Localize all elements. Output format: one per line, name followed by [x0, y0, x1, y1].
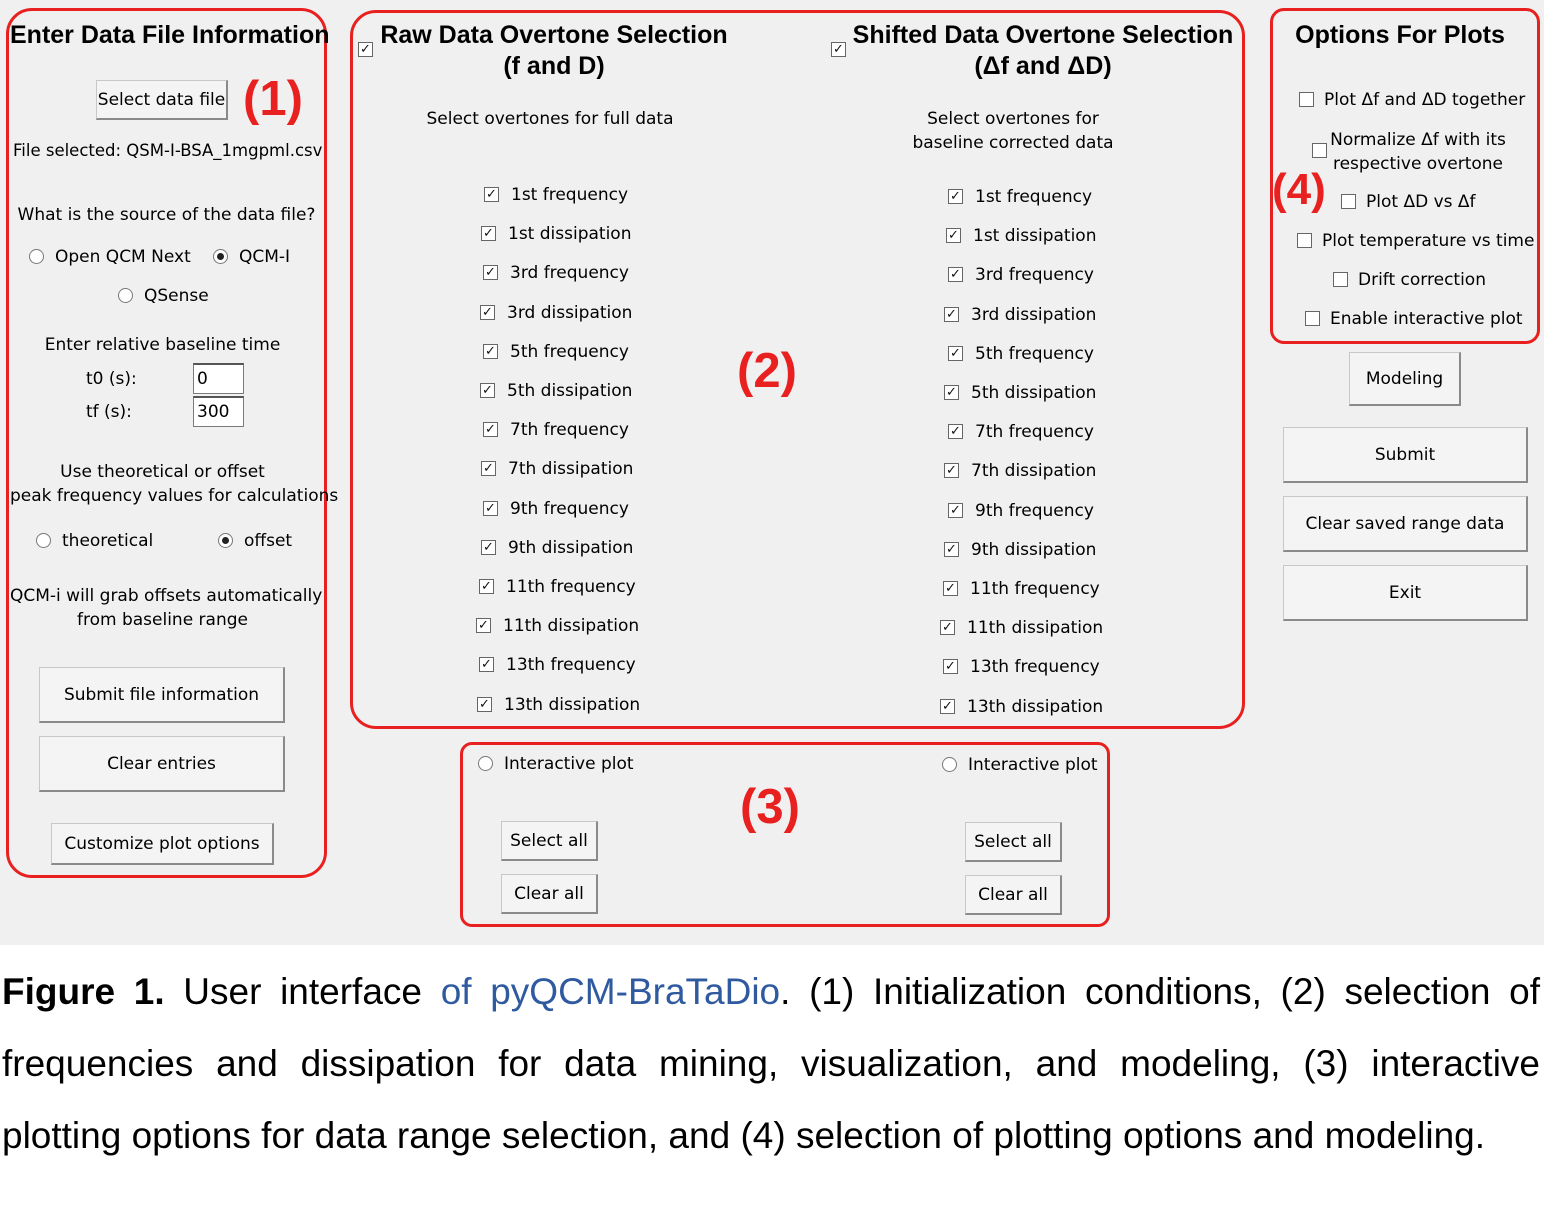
source-radio-qsense[interactable]	[118, 288, 133, 303]
shifted-overtone-checkbox[interactable]: ✓	[944, 542, 959, 557]
raw-overtone-checkbox[interactable]: ✓	[477, 697, 492, 712]
raw-overtone-checkbox[interactable]: ✓	[483, 265, 498, 280]
submit-button[interactable]: Submit	[1283, 427, 1528, 483]
shifted-overtone-checkbox[interactable]: ✓	[948, 503, 963, 518]
raw-overtone-label: 1st frequency	[511, 185, 629, 205]
shifted-overtone-checkbox[interactable]: ✓	[943, 659, 958, 674]
peak-label-theoretical: theoretical	[62, 531, 154, 551]
option-drift-correction-label: Drift correction	[1358, 270, 1486, 290]
source-question-label: What is the source of the data file?	[17, 205, 316, 225]
raw-title-line1: Raw Data Overtone Selection	[380, 21, 728, 49]
clear-saved-range-data-button[interactable]: Clear saved range data	[1283, 496, 1528, 552]
figure-caption	[2, 956, 1540, 1172]
option-drift-correction-checkbox[interactable]	[1333, 272, 1348, 287]
peak-radio-offset[interactable]	[218, 533, 233, 548]
shifted-overtone-label: 9th frequency	[975, 500, 1094, 521]
raw-overtone-checkbox[interactable]: ✓	[483, 422, 498, 437]
source-radio-qcm-i[interactable]	[213, 249, 228, 264]
option-plot-temperature-checkbox[interactable]	[1297, 233, 1312, 248]
raw-overtone-checkbox[interactable]: ✓	[479, 657, 494, 672]
qcmi-note-line1: QCM-i will grab offsets automatically	[10, 586, 323, 606]
raw-overtone-label: 3rd dissipation	[507, 302, 633, 323]
raw-overtone-checkbox[interactable]: ✓	[479, 579, 494, 594]
annotation-1: (1)	[243, 72, 303, 126]
peak-label-offset: offset	[244, 531, 293, 551]
shifted-title-line1: Shifted Data Overtone Selection	[852, 21, 1234, 49]
peak-question-line1: Use theoretical or offset	[60, 462, 265, 482]
raw-overtone-label: 11th frequency	[506, 577, 636, 597]
raw-overtone-label: 5th dissipation	[507, 381, 633, 401]
raw-overtone-label: 11th dissipation	[503, 616, 640, 637]
shifted-overtone-label: 9th dissipation	[971, 539, 1097, 560]
shifted-overtone-label: 1st dissipation	[973, 226, 1097, 247]
raw-clear-all-button[interactable]: Clear all	[501, 874, 598, 914]
shifted-select-all-button[interactable]: Select all	[965, 822, 1062, 862]
shifted-overtone-label: 11th frequency	[970, 579, 1100, 599]
option-plot-dd-vs-df-label: Plot ΔD vs Δf	[1366, 192, 1476, 212]
raw-overtone-checkbox[interactable]: ✓	[484, 187, 499, 202]
option-enable-interactive-label: Enable interactive plot	[1330, 309, 1523, 329]
raw-overtone-checkbox[interactable]: ✓	[480, 383, 495, 398]
shifted-overtone-label: 11th dissipation	[967, 618, 1104, 639]
source-label-qcm-i: QCM-I	[239, 247, 291, 267]
modeling-button[interactable]: Modeling	[1349, 352, 1461, 406]
shifted-select-all-checkbox[interactable]: ✓	[831, 42, 846, 57]
shifted-overtone-checkbox[interactable]: ✓	[940, 620, 955, 635]
shifted-overtone-label: 7th frequency	[975, 422, 1094, 443]
raw-overtone-checkbox[interactable]: ✓	[483, 501, 498, 516]
shifted-overtone-label: 5th dissipation	[971, 383, 1097, 403]
submit-file-information-button[interactable]: Submit file information	[39, 667, 285, 723]
raw-overtone-label: 3rd frequency	[510, 263, 629, 284]
peak-question-line2: peak frequency values for calculations	[10, 486, 339, 506]
shifted-subtitle-line1: Select overtones for	[927, 109, 1099, 129]
raw-overtone-label: 7th dissipation	[508, 459, 634, 480]
caption-label: Figure 1.	[2, 971, 165, 1012]
qcmi-note-line2: from baseline range	[76, 610, 248, 630]
shifted-overtone-label: 13th frequency	[970, 657, 1100, 678]
option-plot-df-dd-checkbox[interactable]	[1299, 92, 1314, 107]
annotation-4: (4)	[1272, 165, 1326, 214]
raw-overtone-checkbox[interactable]: ✓	[483, 344, 498, 359]
raw-overtone-label: 9th dissipation	[508, 537, 634, 558]
raw-overtone-label: 13th dissipation	[504, 694, 641, 715]
option-plot-dd-vs-df-checkbox[interactable]	[1341, 194, 1356, 209]
raw-subtitle: Select overtones for full data	[426, 109, 674, 129]
shifted-overtone-checkbox[interactable]: ✓	[948, 346, 963, 361]
option-plot-temperature-label: Plot temperature vs time	[1322, 231, 1535, 251]
shifted-clear-all-button[interactable]: Clear all	[965, 875, 1062, 915]
raw-interactive-plot-label: Interactive plot	[504, 754, 634, 774]
raw-overtone-label: 9th frequency	[510, 498, 629, 519]
shifted-overtone-label: 5th frequency	[975, 343, 1094, 364]
shifted-interactive-plot-radio[interactable]	[942, 757, 957, 772]
raw-overtone-checkbox[interactable]: ✓	[476, 618, 491, 633]
source-label-qsense: QSense	[144, 286, 209, 306]
raw-select-all-checkbox[interactable]: ✓	[358, 42, 373, 57]
shifted-overtone-label: 3rd frequency	[975, 265, 1094, 286]
shifted-overtone-checkbox[interactable]: ✓	[946, 228, 961, 243]
shifted-overtone-checkbox[interactable]: ✓	[948, 424, 963, 439]
raw-select-all-button[interactable]: Select all	[501, 821, 598, 861]
file-selected-label: File selected: QSM-I-BSA_1mgpml.csv	[13, 141, 323, 160]
tf-input[interactable]: 300	[193, 396, 244, 427]
source-label-open-qcm-next: Open QCM Next	[55, 247, 191, 267]
shifted-interactive-plot-label: Interactive plot	[968, 755, 1098, 775]
shifted-overtone-checkbox[interactable]: ✓	[944, 307, 959, 322]
customize-plot-options-button[interactable]: Customize plot options	[51, 823, 274, 865]
shifted-overtone-checkbox[interactable]: ✓	[944, 385, 959, 400]
clear-entries-button[interactable]: Clear entries	[39, 736, 285, 792]
shifted-subtitle-line2: baseline corrected data	[912, 133, 1114, 153]
raw-overtone-checkbox[interactable]: ✓	[481, 540, 496, 555]
raw-overtone-label: 1st dissipation	[508, 224, 632, 245]
t0-label: t0 (s):	[86, 369, 137, 389]
shifted-overtone-label: 1st frequency	[975, 187, 1093, 207]
option-plot-df-dd-label: Plot Δf and ΔD together	[1324, 90, 1526, 110]
tf-label: tf (s):	[86, 402, 132, 422]
shifted-overtone-checkbox[interactable]: ✓	[940, 699, 955, 714]
baseline-time-label: Enter relative baseline time	[44, 335, 281, 355]
shifted-overtone-checkbox[interactable]: ✓	[944, 463, 959, 478]
panel-4-title: Options For Plots	[1295, 21, 1505, 49]
raw-overtone-checkbox[interactable]: ✓	[480, 305, 495, 320]
raw-overtone-label: 13th frequency	[506, 655, 636, 676]
source-radio-open-qcm-next[interactable]	[29, 249, 44, 264]
raw-title-line2: (f and D)	[503, 52, 605, 80]
option-normalize-label: Normalize Δf with its respective overtone	[1330, 130, 1506, 174]
t0-input[interactable]: 0	[193, 363, 244, 394]
caption-text-after-link: . (1) Initialization conditions, (2) selection of frequencies and dissipation for data mining, visualization, and modeling, (3) interactive plotting options for data range selection, and (4) selection of plotting options and modeling.	[2, 971, 1541, 1156]
shifted-overtone-checkbox[interactable]: ✓	[943, 581, 958, 596]
option-enable-interactive-checkbox[interactable]	[1305, 311, 1320, 326]
shifted-overtone-label: 3rd dissipation	[971, 304, 1097, 325]
shifted-overtone-checkbox[interactable]: ✓	[948, 267, 963, 282]
raw-overtone-label: 5th frequency	[510, 341, 629, 362]
panel-1-title: Enter Data File Information	[10, 21, 330, 49]
shifted-title-line2: (Δf and ΔD)	[974, 52, 1112, 80]
caption-text-before-link: User interface	[164, 971, 441, 1012]
raw-overtone-checkbox[interactable]: ✓	[481, 226, 496, 241]
raw-overtone-label: 7th frequency	[510, 420, 629, 441]
shifted-overtone-label: 13th dissipation	[967, 696, 1104, 717]
shifted-overtone-checkbox[interactable]: ✓	[948, 189, 963, 204]
select-data-file-button[interactable]: Select data file	[96, 80, 228, 120]
shifted-overtone-label: 7th dissipation	[971, 461, 1097, 482]
peak-radio-theoretical[interactable]	[36, 533, 51, 548]
option-normalize-checkbox[interactable]	[1312, 143, 1327, 158]
raw-overtone-checkbox[interactable]: ✓	[481, 461, 496, 476]
annotation-3: (3)	[740, 780, 800, 834]
annotation-2: (2)	[737, 344, 797, 398]
raw-interactive-plot-radio[interactable]	[478, 756, 493, 771]
exit-button[interactable]: Exit	[1283, 565, 1528, 621]
caption-link[interactable]: of pyQCM-BraTaDio	[440, 971, 781, 1012]
